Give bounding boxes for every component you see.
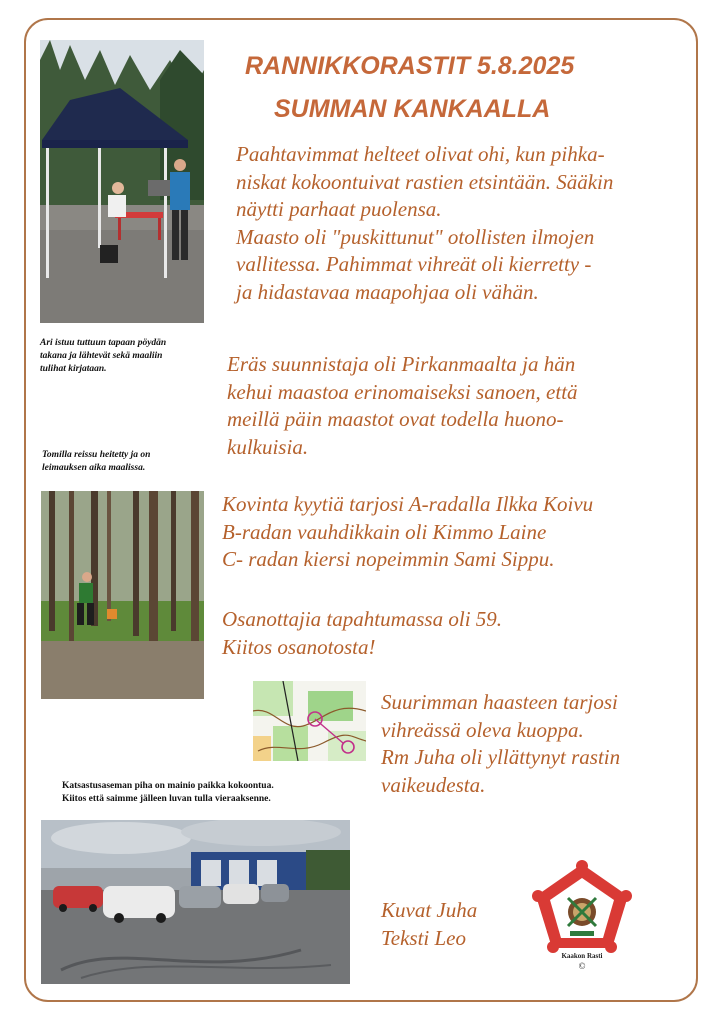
parking-caption: Katsastusaseman piha on mainio paikka kokoontua. Kiitos että saimme jälleen luvan tulla vieraaksenne. [62,781,274,804]
forest-caption: Tomilla reissu heitetty ja on leimauksen aika maalissa. [42,450,151,473]
tent-caption: Ari istuu tuttuun tapaan pöydän takana ja lähtevät sekä maaliin tulihat kirjataan. [40,338,167,374]
copyright-symbol: © [578,961,586,971]
pentagon-emblem-icon [530,858,634,954]
kaakon-rasti-logo [530,858,634,970]
map-thumbnail [253,681,366,761]
results-paragraph: Kovinta kyytiä tarjosi A-radalla Ilkka Koivu B-radan vauhdikkain oli Kimmo Laine C- radan kiersi nopeimmin Sami Sippu. [222,492,594,571]
intro-paragraph: Paahtavimmat helteet olivat ohi, kun pihka- niskat kokoontuivat rastien etsintään. Sääkin näytti parhaat puolensa. Maasto oli "puskittunut" otollisten ilmojen vallitessa. Pahimmat vihreät oli kierretty - ja hidastavaa maapohjaa oli vähän. [236,142,614,304]
tent-photo [40,40,204,323]
credits-text: Kuvat Juha Teksti Leo [381,898,478,950]
visitor-paragraph: Eräs suunnistaja oli Pirkanmaalta ja hän kehui maastoa erinomaiseksi sanoen, että meillä päin maastot ovat todella huono- kulkuisia. [227,352,578,459]
challenge-paragraph: Suurimman haasteen tarjosi vihreässä oleva kuoppa. Rm Juha oli yllättynyt rastin vaikeudesta. [381,690,621,797]
page-subtitle: SUMMAN KANKAALLA [274,95,551,123]
logo-label: Kaakon Rasti [561,952,603,960]
participants-paragraph: Osanottajia tapahtumassa oli 59. Kiitos osanotosta! [222,607,503,659]
page-title: RANNIKKORASTIT 5.8.2025 [245,52,575,80]
forest-photo [41,491,204,699]
parking-photo [41,820,350,984]
